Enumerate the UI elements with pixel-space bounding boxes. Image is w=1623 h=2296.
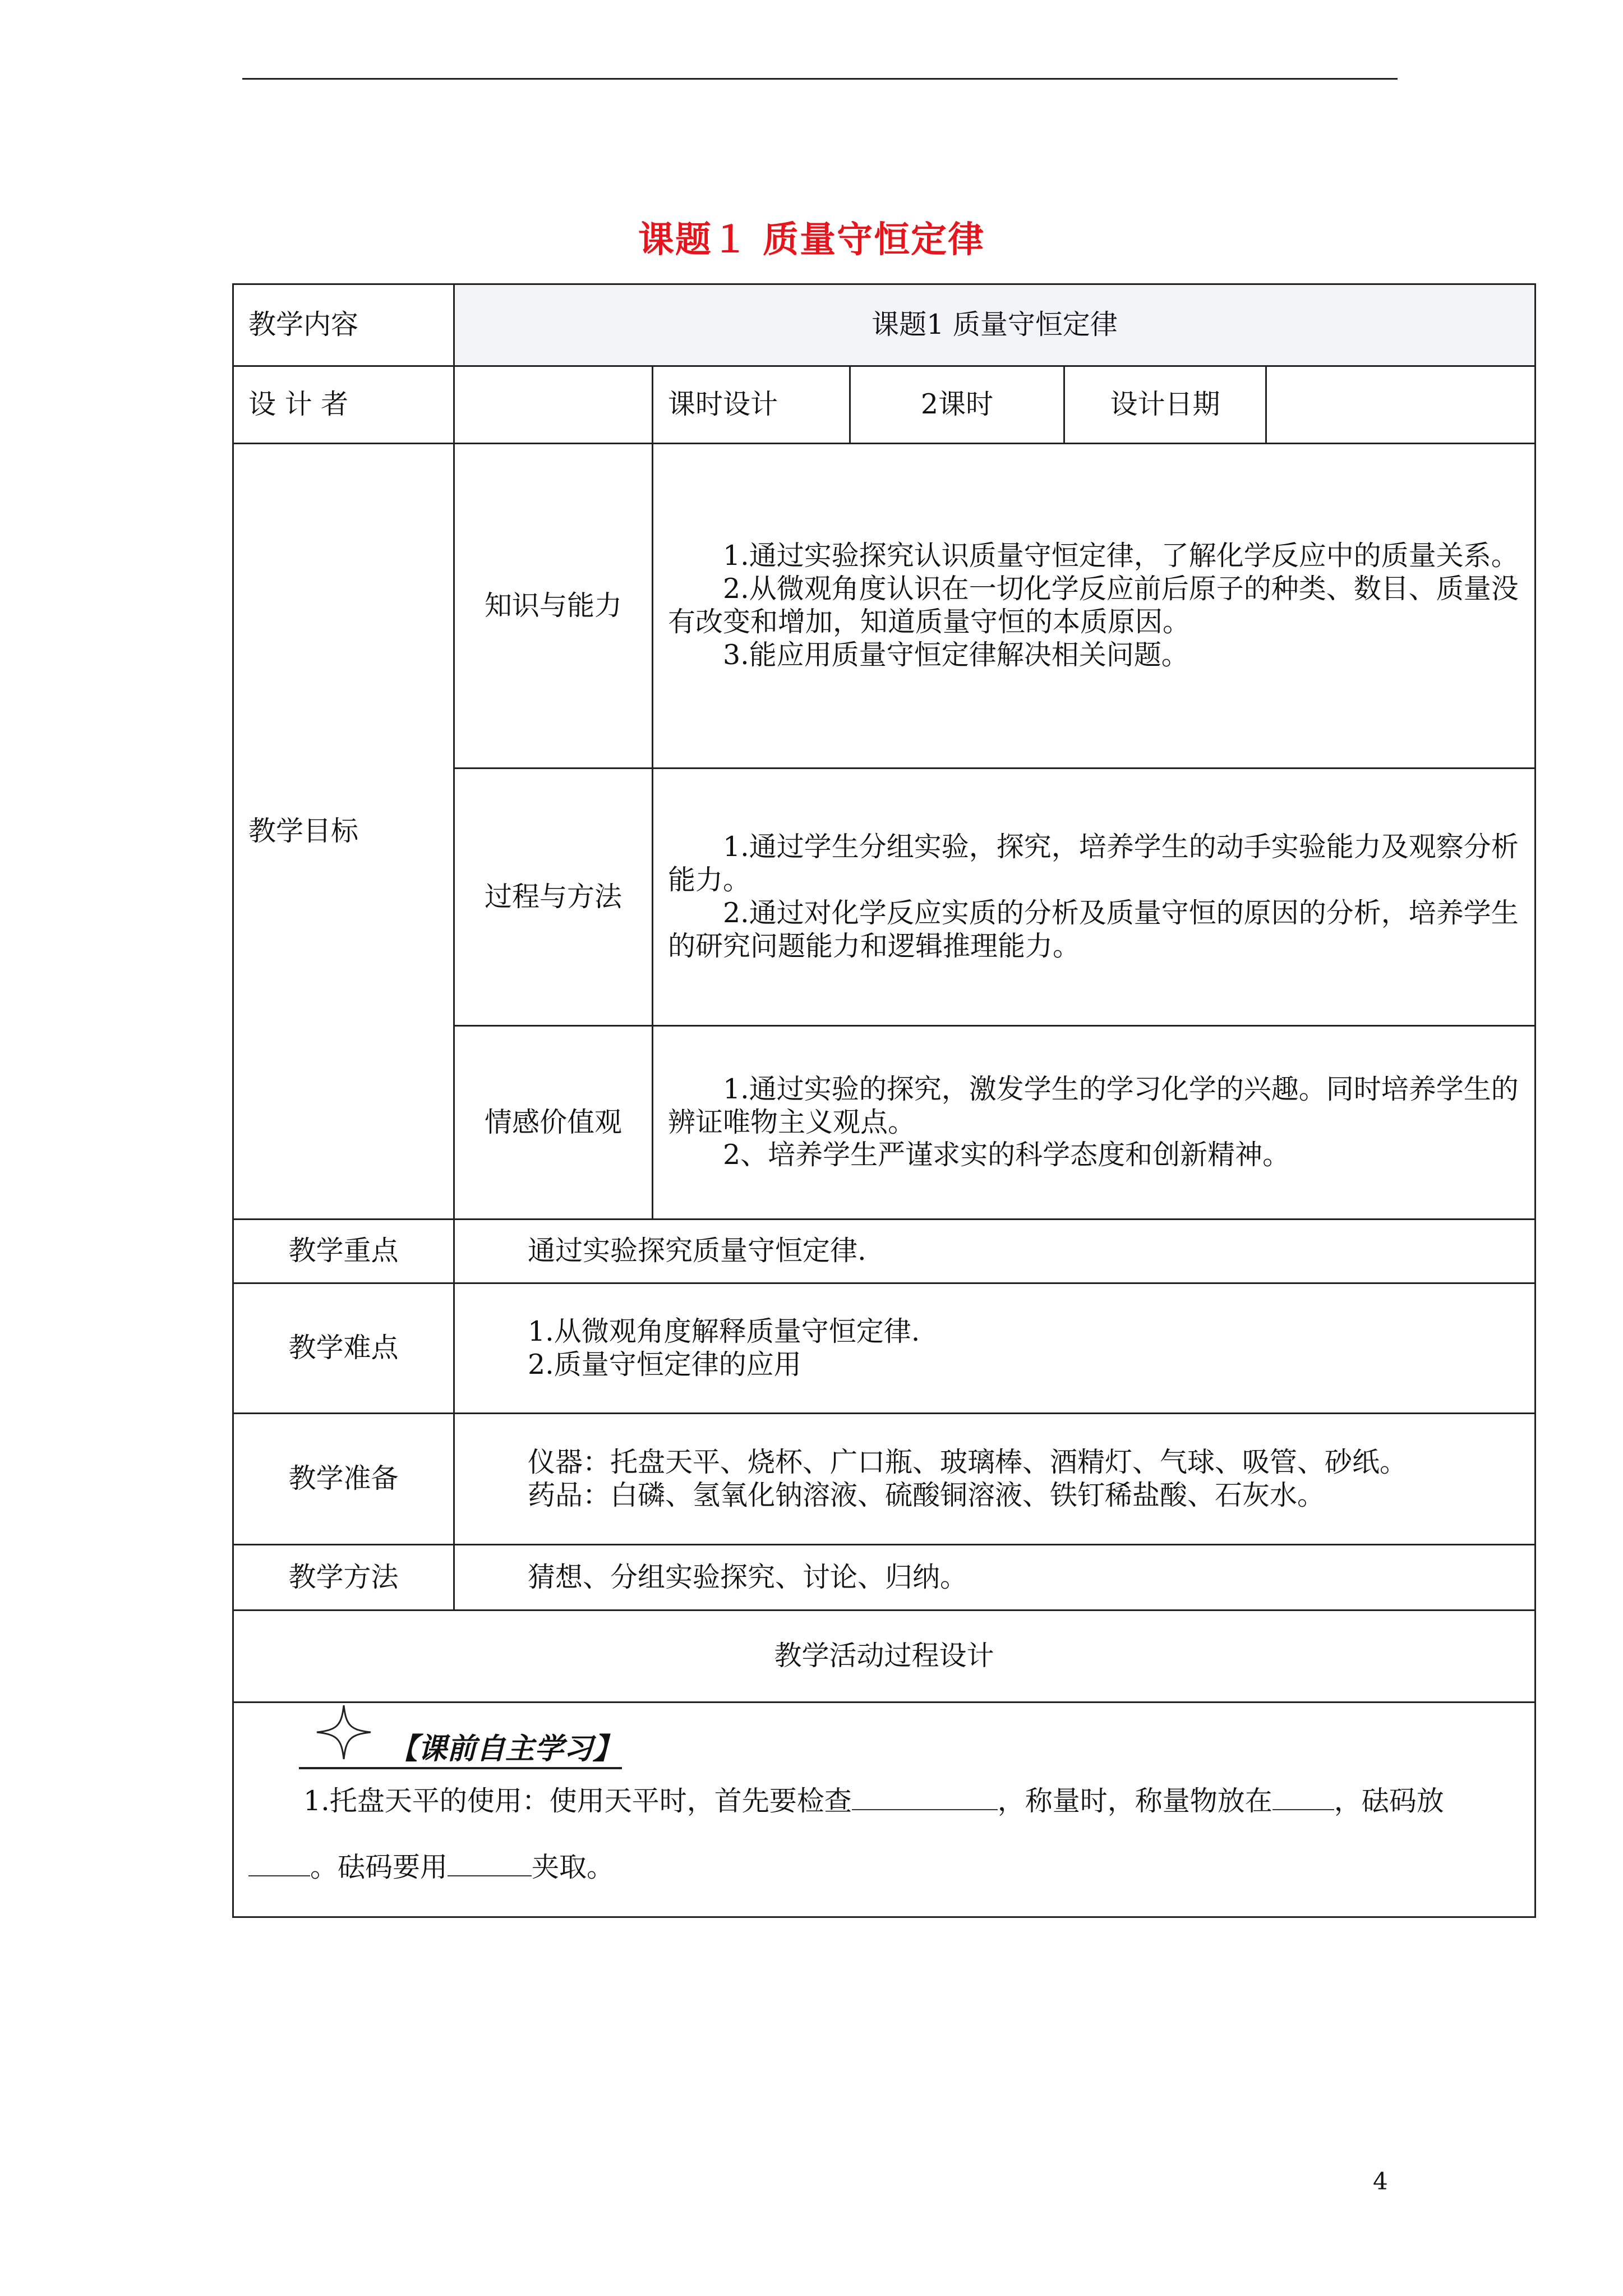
- key-point-value: 通过实验探究质量守恒定律.: [454, 1220, 1536, 1283]
- method-label: 教学方法: [233, 1545, 454, 1611]
- date-label: 设计日期: [1064, 366, 1266, 444]
- exercise-text: 夹取。: [532, 1851, 615, 1883]
- row-preparation: [233, 1414, 1536, 1545]
- row-method: [233, 1545, 1536, 1611]
- difficulty-list: [454, 1283, 1536, 1414]
- designer-label: 设 计 者: [233, 366, 454, 444]
- objective-item: 3.能应用质量守恒定律解决相关问题。: [723, 638, 1189, 671]
- exercise-text: 1.托盘天平的使用：使用天平时，首先要检查: [303, 1785, 852, 1817]
- self-study-cell: [233, 1703, 1536, 1917]
- row-objective-knowledge: [233, 444, 1536, 769]
- lesson-plan-table: [232, 283, 1536, 1918]
- row-difficulty: [233, 1283, 1536, 1414]
- key-point-label: 教学重点: [233, 1220, 454, 1283]
- exercise-text: ，称量时，称量物放在: [997, 1785, 1272, 1817]
- objective-category: 情感价值观: [454, 1026, 653, 1220]
- section-heading: [248, 1706, 1520, 1766]
- objective-item: 2.从微观角度认识在一切化学反应前后原子的种类、数目、质量没有改变和增加，知道质量守恒的本质原因。: [668, 573, 1519, 638]
- exercise-question: [248, 1768, 1520, 1901]
- row-process-header: [233, 1611, 1536, 1703]
- objective-item: 1.通过实验的探究，激发学生的学习化学的兴趣。同时培养学生的辨证唯物主义观点。: [668, 1073, 1519, 1138]
- row-key-point: [233, 1220, 1536, 1283]
- objective-item: 2、培养学生严谨求实的科学态度和创新精神。: [723, 1139, 1290, 1171]
- difficulty-item: 1.从微观角度解释质量守恒定律.: [528, 1315, 920, 1347]
- answer-blank[interactable]: [852, 1782, 998, 1810]
- content-value: 课题1 质量守恒定律: [454, 284, 1536, 366]
- header-rule: [242, 78, 1398, 80]
- method-value: 猜想、分组实验探究、讨论、归纳。: [454, 1545, 1536, 1611]
- content-label: 教学内容: [233, 284, 454, 366]
- star-icon: [316, 1704, 372, 1760]
- objective-items: [653, 769, 1536, 1026]
- section-title: 【课前自主学习】: [389, 1734, 622, 1769]
- exercise-text: ，砝码放: [1334, 1785, 1444, 1817]
- objective-item: 1.通过实验探究认识质量守恒定律，了解化学反应中的质量关系。: [723, 540, 1519, 572]
- objective-item: 2.通过对化学反应实质的分析及质量守恒的原因的分析，培养学生的研究问题能力和逻辑推理能力。: [668, 897, 1519, 962]
- objective-item: 1.通过学生分组实验，探究，培养学生的动手实验能力及观察分析能力。: [668, 831, 1519, 896]
- designer-value: [454, 366, 653, 444]
- preparation-label: 教学准备: [233, 1414, 454, 1545]
- process-header: 教学活动过程设计: [233, 1611, 1536, 1703]
- difficulty-item: 2.质量守恒定律的应用: [528, 1348, 801, 1381]
- answer-blank[interactable]: [1272, 1782, 1334, 1810]
- period-label: 课时设计: [653, 366, 850, 444]
- objective-category: 知识与能力: [454, 444, 653, 769]
- page-number: 4: [1373, 2168, 1388, 2195]
- objective-items: [653, 444, 1536, 769]
- preparation-item: 药品：白磷、氢氧化钠溶液、硫酸铜溶液、铁钉稀盐酸、石灰水。: [528, 1479, 1325, 1511]
- date-value: [1266, 366, 1536, 444]
- answer-blank[interactable]: [248, 1848, 310, 1876]
- row-designer: [233, 366, 1536, 444]
- preparation-list: [454, 1414, 1536, 1545]
- preparation-item: 仪器：托盘天平、烧杯、广口瓶、玻璃棒、酒精灯、气球、吸管、砂纸。: [528, 1446, 1408, 1478]
- page-title: 课题１ 质量守恒定律: [638, 219, 985, 261]
- difficulty-label: 教学难点: [233, 1283, 454, 1414]
- row-content: [233, 284, 1536, 366]
- objectives-label: 教学目标: [233, 444, 454, 1220]
- answer-blank[interactable]: [448, 1848, 532, 1876]
- objective-items: [653, 1026, 1536, 1220]
- exercise-text: 。砝码要用: [310, 1851, 448, 1883]
- period-value: 2课时: [850, 366, 1064, 444]
- row-self-study: [233, 1703, 1536, 1917]
- objective-category: 过程与方法: [454, 769, 653, 1026]
